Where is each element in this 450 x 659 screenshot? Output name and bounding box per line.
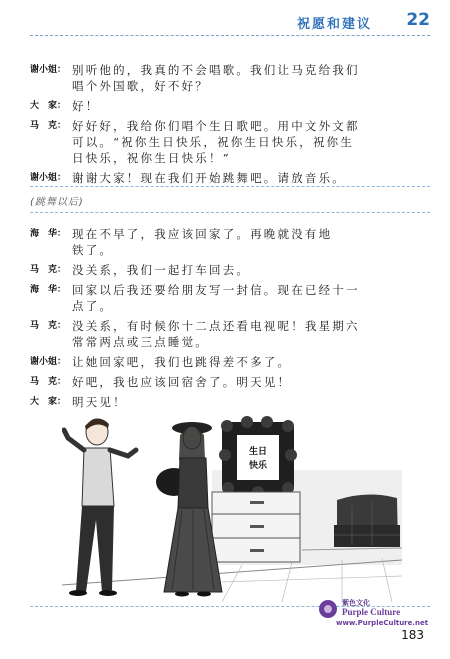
dialogue-part-2 bbox=[30, 226, 425, 410]
dialogue-text: 没关系，我们一起打车回去。 bbox=[72, 263, 251, 277]
speaker-label: 马 克： bbox=[30, 377, 67, 387]
speaker-label: 海 华： bbox=[30, 229, 67, 239]
sign-text-line-1: 生日 bbox=[248, 447, 268, 457]
dialogue-text: 可以。“祝你生日快乐，祝你生日快乐，祝你生 bbox=[72, 135, 355, 149]
watermark-url: www.PurpleCulture.net bbox=[336, 619, 429, 627]
dialogue-text: 谢谢大家！现在我们开始跳舞吧。请放音乐。 bbox=[72, 171, 346, 185]
speaker-label: 谢小姐： bbox=[30, 357, 67, 367]
sofa bbox=[334, 494, 400, 547]
dialogue-part-1 bbox=[30, 62, 425, 186]
speaker-label: 马 克： bbox=[30, 265, 67, 275]
dialogue-line bbox=[30, 118, 425, 166]
speaker-label: 马 克： bbox=[30, 321, 67, 331]
page-number: 183 bbox=[401, 628, 424, 642]
sign-text-line-2: 快乐 bbox=[248, 461, 268, 471]
dialogue-line bbox=[30, 98, 425, 114]
dialogue-text: 铁了。 bbox=[72, 243, 114, 257]
dialogue-text: 好好好，我给你们唱个生日歌吧。用中文外文都 bbox=[72, 119, 360, 133]
dialogue-text: 点了。 bbox=[72, 299, 114, 313]
dialogue-text: 常常两点或三点睡觉。 bbox=[72, 335, 209, 349]
speaker-label: 大 家： bbox=[30, 101, 67, 111]
dialogue-text: 日快乐，祝你生日快乐！” bbox=[72, 151, 231, 165]
stage-direction: (跳舞以后) bbox=[30, 197, 84, 208]
dialogue-text: 好！ bbox=[72, 99, 100, 113]
speaker-label: 大 家： bbox=[30, 397, 67, 407]
dialogue-line bbox=[30, 170, 425, 186]
dialogue-text: 回家以后我还要给朋友写一封信。现在已经十一 bbox=[72, 283, 360, 297]
watermark-cn: 紫色文化 bbox=[342, 599, 370, 607]
watermark bbox=[318, 597, 429, 627]
watermark-en: Purple Culture bbox=[342, 607, 401, 617]
chapter-title: 祝愿和建议 bbox=[296, 17, 372, 32]
page-header bbox=[0, 0, 450, 34]
header-divider bbox=[30, 35, 430, 36]
dialogue-line bbox=[30, 262, 425, 278]
speaker-label: 谢小姐： bbox=[30, 173, 67, 183]
dialogue-text: 唱个外国歌，好不好？ bbox=[72, 79, 209, 93]
speaker-label: 海 华： bbox=[30, 285, 67, 295]
dialogue-text: 别听他的，我真的不会唱歌。我们让马克给我们 bbox=[72, 63, 360, 77]
party-illustration bbox=[62, 410, 402, 602]
birthday-sign bbox=[219, 416, 297, 498]
speaker-label: 谢小姐： bbox=[30, 65, 67, 75]
dialogue-line bbox=[30, 374, 425, 390]
man-figure bbox=[64, 418, 136, 596]
chapter-number: 22 bbox=[406, 10, 430, 30]
dialogue-line bbox=[30, 354, 425, 370]
dialogue-text: 现在不早了，我应该回家了。再晚就没有地 bbox=[72, 227, 333, 241]
dialogue-line bbox=[30, 226, 425, 258]
dialogue-line bbox=[30, 394, 425, 410]
dialogue-text: 好吧，我也应该回宿舍了。明天见！ bbox=[72, 375, 292, 389]
dialogue-text: 没关系，有时候你十二点还看电视呢！我星期六 bbox=[72, 319, 360, 333]
section-divider bbox=[30, 186, 430, 187]
cabinet bbox=[212, 492, 300, 562]
dialogue-text: 让她回家吧，我们也跳得差不多了。 bbox=[72, 355, 292, 369]
section-divider bbox=[30, 212, 430, 213]
speaker-label: 马 克： bbox=[30, 121, 67, 131]
dialogue-line bbox=[30, 62, 425, 94]
dialogue-line bbox=[30, 282, 425, 314]
purple-culture-logo-icon bbox=[318, 599, 338, 619]
dialogue-line bbox=[30, 318, 425, 350]
dialogue-text: 明天见！ bbox=[72, 395, 127, 409]
